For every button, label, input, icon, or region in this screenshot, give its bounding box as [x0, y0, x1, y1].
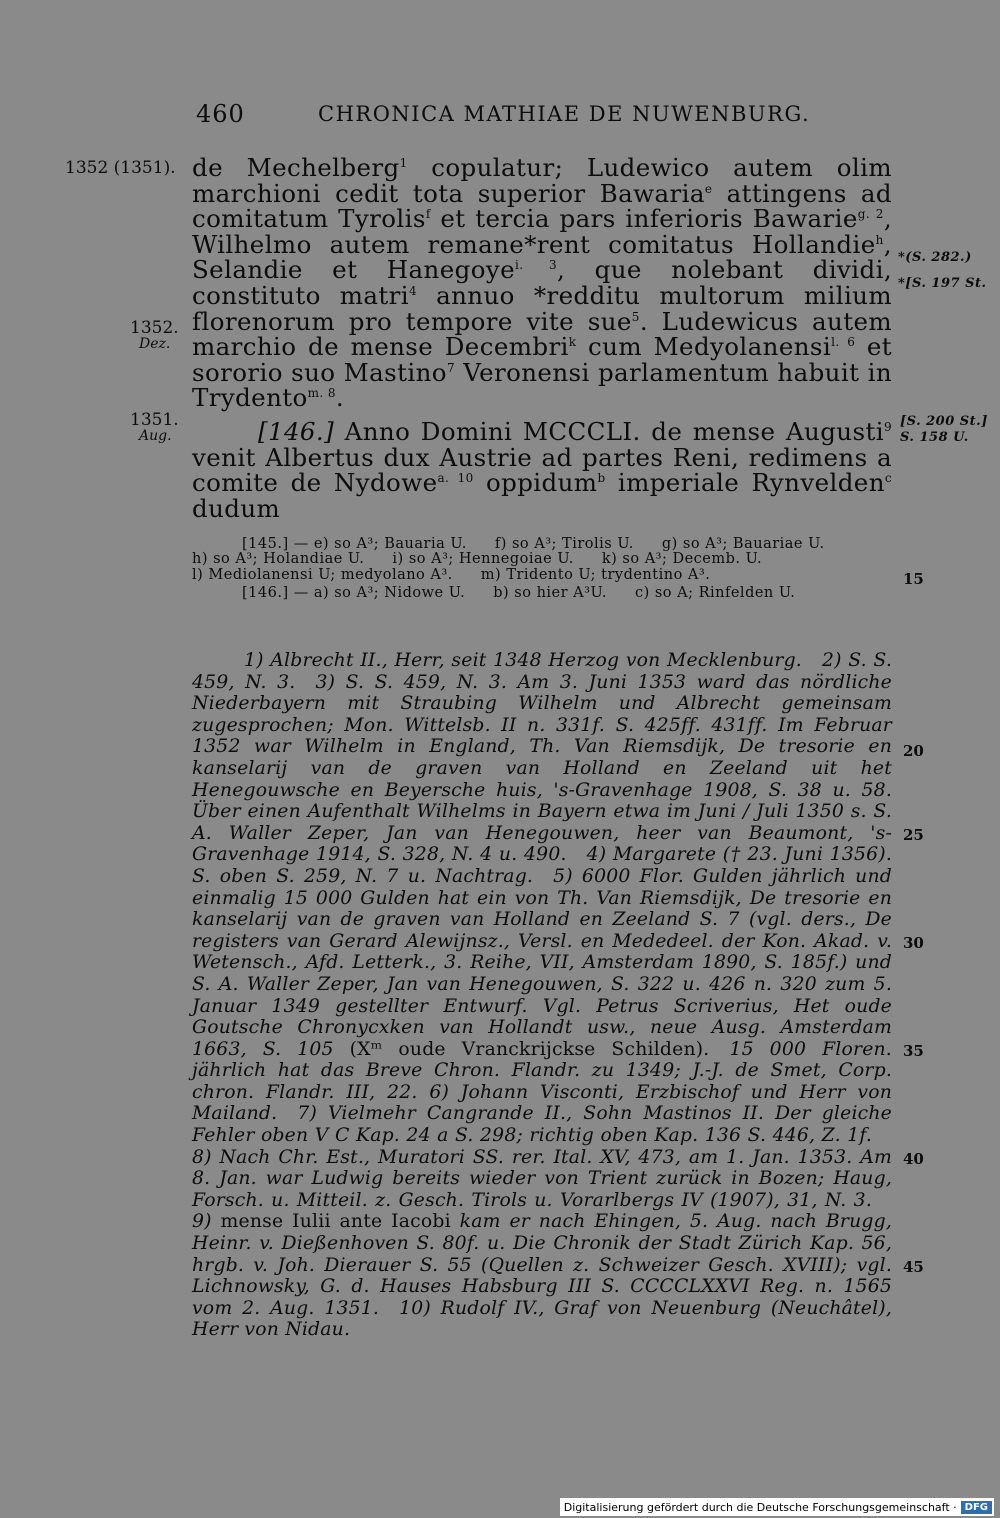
- running-title: CHRONICA MATHIAE DE NUWENBURG.: [318, 102, 811, 126]
- apparatus-ref: c: [884, 470, 892, 485]
- chapter-number: [146.]: [258, 416, 335, 446]
- main-paragraph-1: [192, 155, 892, 411]
- apparatus-line: [192, 552, 892, 567]
- line-number: 40: [903, 1150, 924, 1168]
- margin-month-text: Dez.: [139, 336, 171, 352]
- text-run: cum Medyolanensi: [576, 332, 832, 362]
- apparatus-ref: h: [875, 232, 884, 247]
- text-run: . Ludewicus autem marchio de mense Decembri: [192, 306, 892, 362]
- text-run: , Wilhelmo autem remane*rent comitatus Hollandie: [192, 204, 893, 259]
- text-run: venit Albertus dux Austrie ad partes Reni, redimens a comite de Nydowe: [192, 442, 892, 498]
- footnote-upright: mense Iulii ante Iacobi: [220, 1211, 451, 1233]
- note-ref: 7: [446, 360, 455, 375]
- footnote: 5) 6000 Flor. Gulden jährlich und einmalig 15 000 Gulden hat ein von Th. Van Riemsdijk, De tresorie en kanselarij van de graven van Holland en Zeeland S. 7 (vgl. ders., De registers van Gerard Alewijnsz., Versl. en Mededeel. der Kon. Akad. v. Wetensch., Afd. Letterk., 3. Reihe, VII, Amsterdam 1890, S. 185f.) und S. A. Waller Zeper, Jan van Henegouwen, S. 322 u. 426 n. 320 zum 5. Januar 1349 gestellter Entwurf. Vgl. Petrus Scriverius, Het oude Goutsche Chronycxken van Hollandt usw., neue Ausg. Amsterdam 1663, S. 105: [192, 865, 892, 1060]
- apparatus-entry: [145.] — e) so A³; Bauaria U.: [242, 536, 467, 552]
- footnote: 2) S. S. 459, N. 3.: [192, 650, 892, 693]
- dfg-footer: [560, 1498, 994, 1516]
- margin-year-1351: [130, 412, 179, 443]
- note-ref: 1: [399, 155, 408, 170]
- apparatus-ref: l. 6: [831, 335, 856, 349]
- apparatus-ref: m. 8: [307, 386, 336, 401]
- text-run: et tercia pars inferioris Bawarie: [430, 204, 858, 234]
- line-number: 30: [903, 934, 924, 952]
- margin-ref-s158: S. 158 U.: [900, 430, 969, 445]
- text-run: , Selandie et Hanegoye: [192, 229, 892, 285]
- text-run: imperiale Rynvelden: [605, 468, 885, 498]
- apparatus-entry: b) so hier A³U.: [493, 584, 607, 601]
- text-run: , que nolebant dividi, constituto matri: [192, 255, 893, 310]
- text-run: de Mechelberg: [192, 153, 400, 182]
- margin-year-1352: [130, 320, 179, 351]
- text-run: dudum: [192, 493, 281, 523]
- footnote: 1) Albrecht II., Herr, seit 1348 Herzog von Mecklenburg.: [244, 650, 802, 671]
- apparatus-line: [192, 537, 892, 552]
- note-ref: 4: [409, 283, 418, 298]
- line-number: 20: [903, 742, 924, 760]
- margin-ref-s200: [S. 200 St.]: [900, 414, 988, 429]
- footnote-upright: (Xᵐ oude Vranckrijckse Schilden).: [349, 1038, 710, 1060]
- text-run: annuo *redditu multorum milium florenorum pro tempore vite sue: [192, 280, 892, 336]
- footnote: 6) Johann Visconti, Erzbischof und Herr von Mailand.: [192, 1081, 893, 1125]
- margin-ref-s282: *(S. 282.): [898, 250, 972, 265]
- running-head: [0, 100, 1000, 140]
- apparatus-entry: g) so A³; Bauariae U.: [661, 536, 825, 552]
- margin-year-text: 1352 (1351).: [65, 158, 176, 178]
- apparatus-ref: k: [568, 335, 577, 349]
- footnote: 4) Margarete († 23. Juni 1356). S. oben S. 259, N. 7 u. Nachtrag.: [192, 844, 892, 887]
- margin-year-text: 1351.: [130, 410, 179, 430]
- footnote: 9): [192, 1211, 212, 1233]
- apparatus-entry: l) Mediolanensi U; medyolano A³.: [192, 566, 453, 583]
- apparatus-ref: g. 2: [857, 207, 884, 222]
- note-ref: 9: [883, 419, 892, 434]
- margin-year-1352-1351: [65, 160, 176, 177]
- apparatus-entry: c) so A; Rinfelden U.: [634, 584, 796, 601]
- main-paragraph-2: [192, 416, 892, 523]
- line-number: 35: [903, 1042, 924, 1060]
- margin-month-text: Aug.: [139, 428, 172, 444]
- text-run: et sororio suo Mastino: [192, 332, 892, 387]
- apparatus-entry: [146.] — a) so A³; Nidowe U.: [242, 584, 466, 601]
- line-number: 25: [903, 826, 924, 844]
- text-run: Anno Domini MCCCLI. de mense Augusti: [334, 416, 884, 446]
- apparatus-line: [192, 568, 892, 583]
- line-number: 15: [903, 570, 924, 588]
- footnotes: [192, 650, 892, 1341]
- apparatus-line: [192, 586, 892, 601]
- text-run: copulatur; Ludewico autem olim marchioni cedit tota superior Bawaria: [192, 153, 892, 208]
- line-number: 45: [903, 1258, 924, 1276]
- margin-year-text: 1352.: [130, 318, 179, 338]
- apparatus-ref: b: [597, 470, 606, 485]
- apparatus-ref: a. 10: [437, 470, 474, 485]
- margin-ref-s197: *[S. 197 St.: [898, 276, 987, 291]
- text-run: .: [335, 383, 345, 413]
- apparatus-entry: m) Tridento U; trydentino A³.: [480, 566, 711, 583]
- main-text: [192, 155, 892, 521]
- apparatus-entry: f) so A³; Tirolis U.: [494, 536, 634, 552]
- apparatus-ref: f: [425, 207, 431, 222]
- footnote: kam er nach Ehingen, 5. Aug. nach Brugg, Heinr. v. Dießenhoven S. 80f. u. Die Chronik der Stadt Zürich Kap. 56, hrgb. v. Joh. Dierauer S. 55 (Quellen z. Schweizer Gesch. XVIII); vgl. Lichnowsky, G. d. Hauses Habsburg III S. CCCCLXXVI Reg. n. 1565 vom 2. Aug. 1351.: [192, 1211, 892, 1319]
- funding-notice: Digitalisierung gefördert durch die Deutsche Forschungsgemeinschaft ·: [563, 1500, 957, 1514]
- footnote-block: [192, 650, 892, 1341]
- text-run: attingens ad comitatum Tyrolis: [192, 178, 892, 234]
- dfg-logo: DFG: [961, 1501, 992, 1514]
- apparatus-entry: h) so A³; Holandiae U.: [192, 551, 365, 568]
- footnote: 7) Vielmehr Cangrande II., Sohn Mastinos II. Der gleiche Fehler oben V C Kap. 24 a S. 298; richtig oben Kap. 136 S. 446, Z. 1f.: [192, 1103, 892, 1147]
- note-ref: 5: [631, 309, 640, 324]
- text-run: Veronensi parlamentum habuit in Trydento: [192, 357, 892, 413]
- page-number: 460: [196, 100, 245, 128]
- footnote: 15 000 Floren. jährlich hat das Breve Chron. Flandr. zu 1349; J.-J. de Smet, Corp. chron. Flandr. III, 22.: [192, 1038, 892, 1103]
- apparatus-entry: i) so A³; Hennegoiae U.: [392, 551, 574, 568]
- footnote: 10) Rudolf IV., Graf von Neuenburg (Neuchâtel), Herr von Nidau.: [192, 1297, 892, 1341]
- text-run: oppidum: [473, 468, 598, 498]
- apparatus-entry: k) so A³; Decemb. U.: [601, 551, 763, 568]
- footnote: 8) Nach Chr. Est., Muratori SS. rer. Ital. XV, 473, am 1. Jan. 1353. Am 8. Jan. war Ludwig bereits wieder von Trient zurück in Bozen; Haug, Forsch. u. Mitteil. z. Gesch. Tirols u. Vorarlbergs IV (1907), 31, N. 3.: [192, 1146, 892, 1211]
- critical-apparatus: [192, 537, 892, 601]
- footnote: 3) S. S. 459, N. 3. Am 3. Juni 1353 ward das nördliche Niederbayern mit Straubing Wilhelm und Albrecht gemeinsam zugesprochen; Mon. Wittelsb. II n. 331f. S. 425ff. 431ff. Im Februar 1352 war Wilhelm in England, Th. Van Riemsdijk, De tresorie en kanselarij van de graven van Holland en Zeeland uit het Henegouwsche en Beyersche huis, 's-Gravenhage 1908, S. 38 u. 58. Über einen Aufenthalt Wilhelms in Bayern etwa im Juni / Juli 1350 s. S. A. Waller Zeper, Jan van Henegouwen, heer van Beaumont, 's-Gravenhage 1914, S. 328, N. 4 u. 490.: [192, 671, 892, 866]
- apparatus-ref: i. 3: [515, 258, 557, 273]
- apparatus-ref: e: [704, 181, 713, 196]
